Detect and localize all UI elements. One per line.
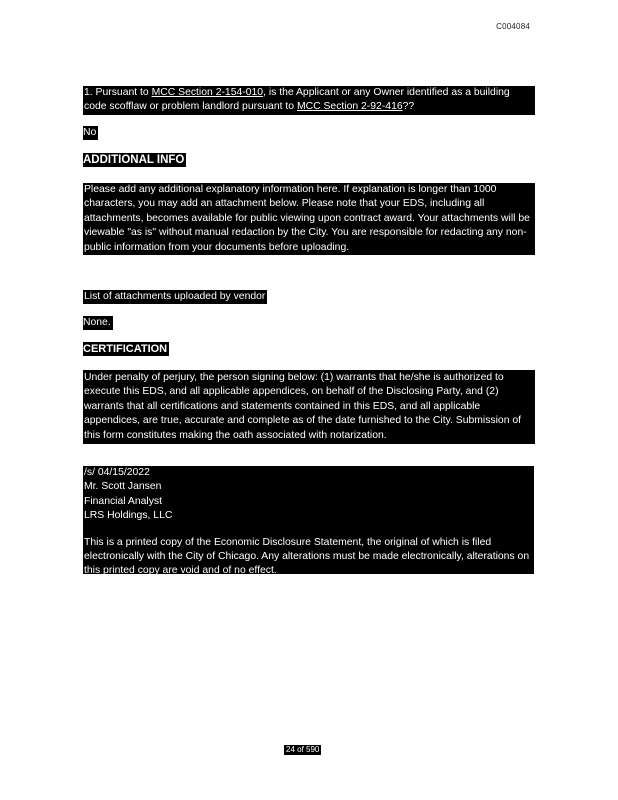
signature-date: /s/ 04/15/2022 bbox=[84, 467, 150, 478]
certification-text: Under penalty of perjury, the person signing below: (1) warrants that he/she is authorized to execute this EDS, and all applicable appendices, on behalf of the Disclosing Party, and (2) warrants that all certifications and statements contained in this EDS, and all applicable appendices, are true, accurate and complete as of the date furnished to the City. Submission of this form constitutes making the oath associated with notarization. bbox=[83, 370, 535, 444]
question-1 bbox=[83, 86, 535, 115]
document-id: C004084 bbox=[496, 22, 530, 31]
question-1-suffix: ?? bbox=[402, 101, 415, 113]
signer-company: LRS Holdings, LLC bbox=[84, 510, 173, 522]
mcc-section-link-2: MCC Section 2-92-416 bbox=[296, 101, 403, 113]
additional-info-text: Please add any additional explanatory information here. If explanation is longer than 1000 characters, you may add an attachment below. Please note that your EDS, including all attachments, becomes available for public viewing upon contract award. Your attachments will be viewable "as is" without manual redaction by the City. You are responsible for redacting any non-public information from your documents before uploading. bbox=[83, 183, 535, 255]
additional-info-heading: ADDITIONAL INFO bbox=[83, 154, 185, 166]
attachments-label: List of attachments uploaded by vendor bbox=[83, 290, 267, 304]
attachments-value: None. bbox=[83, 316, 113, 330]
certification-heading: CERTIFICATION bbox=[83, 343, 168, 355]
mcc-section-link-1: MCC Section 2-154-010 bbox=[151, 87, 264, 98]
question-1-middle: , is the Applicant or any Owner identified as a building code scofflaw or problem landlord pursuant to bbox=[84, 87, 510, 113]
signature-block bbox=[83, 466, 534, 577]
page-number: 24 of 590 bbox=[286, 745, 320, 754]
printed-copy-disclaimer: This is a printed copy of the Economic Disclosure Statement, the original of which is filed electronically with the City of Chicago. Any alterations must be made electronically, alterations on this printed copy are void and of no effect. bbox=[84, 536, 530, 577]
answer-1: No bbox=[83, 126, 98, 140]
signer-title: Financial Analyst bbox=[84, 495, 162, 507]
signer-name: Mr. Scott Jansen bbox=[84, 481, 162, 493]
question-1-prefix: 1. Pursuant to bbox=[84, 87, 152, 98]
